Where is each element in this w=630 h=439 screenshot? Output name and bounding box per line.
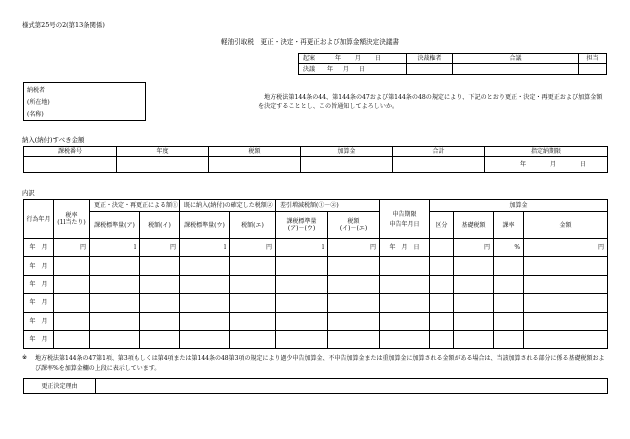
deadline-header xyxy=(380,200,430,239)
name-label: (名称) xyxy=(27,111,44,118)
base-u-cell[interactable] xyxy=(180,294,230,312)
unit-label: 円 xyxy=(484,244,491,252)
date-label: 年 月 xyxy=(29,336,48,344)
tax-i-cell[interactable] xyxy=(140,312,180,330)
tax-e-cell[interactable] xyxy=(230,312,276,330)
month-mark: 月 xyxy=(549,161,556,168)
base-u-cell[interactable] xyxy=(180,275,230,293)
amount-cell[interactable] xyxy=(524,239,608,257)
date-label: 年 月 xyxy=(29,280,48,288)
year-mark: 年 xyxy=(326,65,333,73)
diff-base-header xyxy=(276,212,328,239)
base-u-cell[interactable] xyxy=(180,257,230,275)
base-tax-cell[interactable] xyxy=(454,312,494,330)
col-due-date: 指定納期限 xyxy=(485,147,608,157)
col-penalty: 加算金 xyxy=(301,147,393,157)
penalty-cell[interactable] xyxy=(301,157,393,173)
rate-unit-label: (1l当たり) xyxy=(57,219,86,226)
rate-cell[interactable] xyxy=(54,275,90,293)
date-label: 年 月 xyxy=(29,262,48,270)
diff-base-cell[interactable] xyxy=(276,312,328,330)
drafted-label: 起案 xyxy=(303,55,316,62)
classification-header: 区分 xyxy=(430,212,454,239)
breakdown-table xyxy=(23,199,608,349)
payment-table xyxy=(23,146,608,173)
diff-tax-cell[interactable] xyxy=(328,312,380,330)
payment-heading: 納入(納付)すべき金額 xyxy=(22,136,85,144)
col-tax-amount: 税額 xyxy=(209,147,301,157)
base-u-cell[interactable] xyxy=(180,239,230,257)
table-row xyxy=(24,312,608,330)
diff-tax-cell[interactable] xyxy=(328,330,380,348)
tax-e-cell[interactable] xyxy=(230,294,276,312)
tax-number-cell[interactable] xyxy=(24,157,117,173)
rate-cell[interactable] xyxy=(54,257,90,275)
penalty-group-header: 加算金 xyxy=(430,200,608,212)
rate-pct-cell[interactable] xyxy=(494,294,524,312)
tax-i-cell[interactable] xyxy=(140,239,180,257)
reason-label: 更正決定理由 xyxy=(24,379,96,394)
consultation-label: 合議 xyxy=(453,54,579,64)
address-label: (所在地) xyxy=(27,99,50,106)
decided-cell xyxy=(299,64,407,75)
base-tax-header: 基礎税額 xyxy=(454,212,494,239)
col-tax-number: 課税番号 xyxy=(24,147,117,157)
taxpayer-box xyxy=(23,82,146,121)
due-date-cell[interactable] xyxy=(485,157,608,173)
deadline-label: 申告期限 xyxy=(392,210,417,218)
rate-pct-cell[interactable] xyxy=(494,239,524,257)
year-mark: 年 xyxy=(520,161,527,168)
amount-cell[interactable] xyxy=(524,275,608,293)
correction-group-header: 更正・決定・再更正による額① xyxy=(90,200,180,212)
tax-e-cell[interactable] xyxy=(230,239,276,257)
date-label: 年 月 xyxy=(29,299,48,307)
diff-tax-header xyxy=(328,212,380,239)
base-tax-cell[interactable] xyxy=(454,257,494,275)
amount-cell[interactable] xyxy=(524,312,608,330)
classification-cell[interactable] xyxy=(430,312,454,330)
tax-i-cell[interactable] xyxy=(140,275,180,293)
rate-pct-cell[interactable] xyxy=(494,257,524,275)
col-total: 合計 xyxy=(393,147,485,157)
day-mark: 日 xyxy=(579,161,586,168)
day-mark: 日 xyxy=(374,55,381,62)
base-a-cell[interactable] xyxy=(90,294,140,312)
base-u-cell[interactable] xyxy=(180,330,230,348)
base-a-header: 課税標準量(ア) xyxy=(90,212,140,239)
rate-pct-cell[interactable] xyxy=(494,330,524,348)
date-label: 年 月 日 xyxy=(389,244,420,252)
col-year: 年度 xyxy=(117,147,209,157)
classification-cell[interactable] xyxy=(430,239,454,257)
month-mark: 月 xyxy=(354,55,361,62)
classification-cell[interactable] xyxy=(430,294,454,312)
drafted-cell xyxy=(299,54,407,64)
table-row xyxy=(24,275,608,293)
diff-tax-cell[interactable] xyxy=(328,275,380,293)
reason-field[interactable] xyxy=(96,379,608,394)
diff-base-cell[interactable] xyxy=(276,275,328,293)
date-label: 年 月 xyxy=(29,317,48,325)
tax-i-cell[interactable] xyxy=(140,330,180,348)
tax-amount-cell[interactable] xyxy=(209,157,301,173)
diff-base-cell[interactable] xyxy=(276,294,328,312)
base-tax-cell[interactable] xyxy=(454,275,494,293)
form-number: 様式第25号の2(第13条関係) xyxy=(22,21,105,29)
unit-label: 円 xyxy=(370,244,377,252)
base-a-cell[interactable] xyxy=(90,257,140,275)
diff-base-sub: (ア)－(ウ) xyxy=(287,225,316,232)
base-a-cell[interactable] xyxy=(90,330,140,348)
unit-label: 円 xyxy=(79,244,86,252)
period-cell[interactable] xyxy=(24,330,54,348)
unit-label: 円 xyxy=(266,244,273,252)
diff-tax-cell[interactable] xyxy=(328,257,380,275)
day-mark: 日 xyxy=(358,65,365,73)
base-u-header: 課税標準量(ウ) xyxy=(180,212,230,239)
filing-date-cell[interactable] xyxy=(380,239,430,257)
filing-date-cell[interactable] xyxy=(380,312,430,330)
filing-date-cell[interactable] xyxy=(380,294,430,312)
date-label: 年 月 xyxy=(29,244,48,252)
page-title: 軽油引取税 更正・決定・再更正および加算金額決定決議書 xyxy=(221,38,400,46)
table-row xyxy=(24,330,608,348)
period-cell[interactable] xyxy=(24,239,54,257)
table-row xyxy=(24,294,608,312)
in-charge-sign-cell[interactable] xyxy=(579,64,607,75)
tax-e-cell[interactable] xyxy=(230,275,276,293)
tax-i-header: 税額(イ) xyxy=(140,212,180,239)
in-charge-label: 担当 xyxy=(579,54,607,64)
unit-label: % xyxy=(514,244,521,252)
table-row xyxy=(24,239,608,257)
consultation-sign-cell[interactable] xyxy=(453,64,579,75)
filing-date-cell[interactable] xyxy=(380,275,430,293)
period-cell[interactable] xyxy=(24,275,54,293)
rate-cell[interactable] xyxy=(54,294,90,312)
tax-i-cell[interactable] xyxy=(140,294,180,312)
unit-label: 円 xyxy=(170,244,177,252)
diff-tax-cell[interactable] xyxy=(328,239,380,257)
diff-tax-cell[interactable] xyxy=(328,294,380,312)
year-mark: 年 xyxy=(334,55,341,62)
month-mark: 月 xyxy=(342,65,349,73)
total-cell[interactable] xyxy=(393,157,485,173)
tax-i-cell[interactable] xyxy=(140,257,180,275)
rate-cell[interactable] xyxy=(54,312,90,330)
base-tax-cell[interactable] xyxy=(454,239,494,257)
rate-cell[interactable] xyxy=(54,239,90,257)
breakdown-heading: 内訳 xyxy=(22,189,35,197)
classification-cell[interactable] xyxy=(430,257,454,275)
classification-cell[interactable] xyxy=(430,275,454,293)
diff-tax-sub: (イ)－(エ) xyxy=(339,225,368,232)
rate-header xyxy=(54,200,90,239)
tax-e-header: 税額(エ) xyxy=(230,212,276,239)
body-text: 地方税法第144条の44、第144条の47および第144条の48の規定により、下記のとおり更正・決定・再更正および加算金額を決定することとし、この旨通知してよろしいか。 xyxy=(258,94,603,110)
year-cell[interactable] xyxy=(117,157,209,173)
reason-table xyxy=(23,378,608,394)
filing-date-cell[interactable] xyxy=(380,257,430,275)
period-cell[interactable] xyxy=(24,294,54,312)
rate-pct-header: 課率 xyxy=(494,212,524,239)
decided-label: 決議 xyxy=(303,65,316,73)
amount-header: 金額 xyxy=(524,212,608,239)
approval-table xyxy=(298,53,607,75)
diff-base-cell[interactable] xyxy=(276,257,328,275)
base-tax-cell[interactable] xyxy=(454,330,494,348)
diff-tax-label: 税額 xyxy=(347,218,360,225)
diff-group-header: 差引増減税額(①－②) xyxy=(276,200,380,212)
base-tax-cell[interactable] xyxy=(454,294,494,312)
amount-cell[interactable] xyxy=(524,330,608,348)
base-a-cell[interactable] xyxy=(90,312,140,330)
classification-cell[interactable] xyxy=(430,330,454,348)
tax-e-cell[interactable] xyxy=(230,257,276,275)
tax-e-cell[interactable] xyxy=(230,330,276,348)
base-a-cell[interactable] xyxy=(90,239,140,257)
rate-cell[interactable] xyxy=(54,330,90,348)
table-row xyxy=(24,257,608,275)
period-header: 行為年月 xyxy=(24,200,54,239)
filing-date-label: 申告年月日 xyxy=(389,220,420,228)
unit-label: 円 xyxy=(598,244,605,252)
amount-cell[interactable] xyxy=(524,294,608,312)
footnote: 地方税法第144条の47第1項、第3項もしくは第4項または第144条の48第3項の規定により過少申告加算金、不申告加算金または重加算金に加算される金額がある場合は、当該加算される部分に係る基礎税額および課率%を加算金欄の上段に表示しています。 xyxy=(35,355,605,372)
taxpayer-heading: 納税者 xyxy=(27,87,46,94)
footnote-mark: ※ xyxy=(22,354,28,361)
amount-cell[interactable] xyxy=(524,257,608,275)
unit-label: l xyxy=(322,244,325,252)
filing-date-cell[interactable] xyxy=(380,330,430,348)
diff-base-label: 課税標準量 xyxy=(286,218,317,225)
approver-sign-cell[interactable] xyxy=(407,64,453,75)
diff-base-cell[interactable] xyxy=(276,330,328,348)
approver-label: 決裁権者 xyxy=(407,54,453,64)
rate-pct-cell[interactable] xyxy=(494,275,524,293)
period-cell[interactable] xyxy=(24,312,54,330)
unit-label: l xyxy=(134,244,136,252)
period-cell[interactable] xyxy=(24,257,54,275)
prior-group-header: 既に納入(納付)の確定した税額② xyxy=(180,200,276,212)
base-u-cell[interactable] xyxy=(180,312,230,330)
unit-label: l xyxy=(224,244,227,252)
base-a-cell[interactable] xyxy=(90,275,140,293)
rate-label: 税率 xyxy=(65,212,78,219)
diff-base-cell[interactable] xyxy=(276,239,328,257)
rate-pct-cell[interactable] xyxy=(494,312,524,330)
